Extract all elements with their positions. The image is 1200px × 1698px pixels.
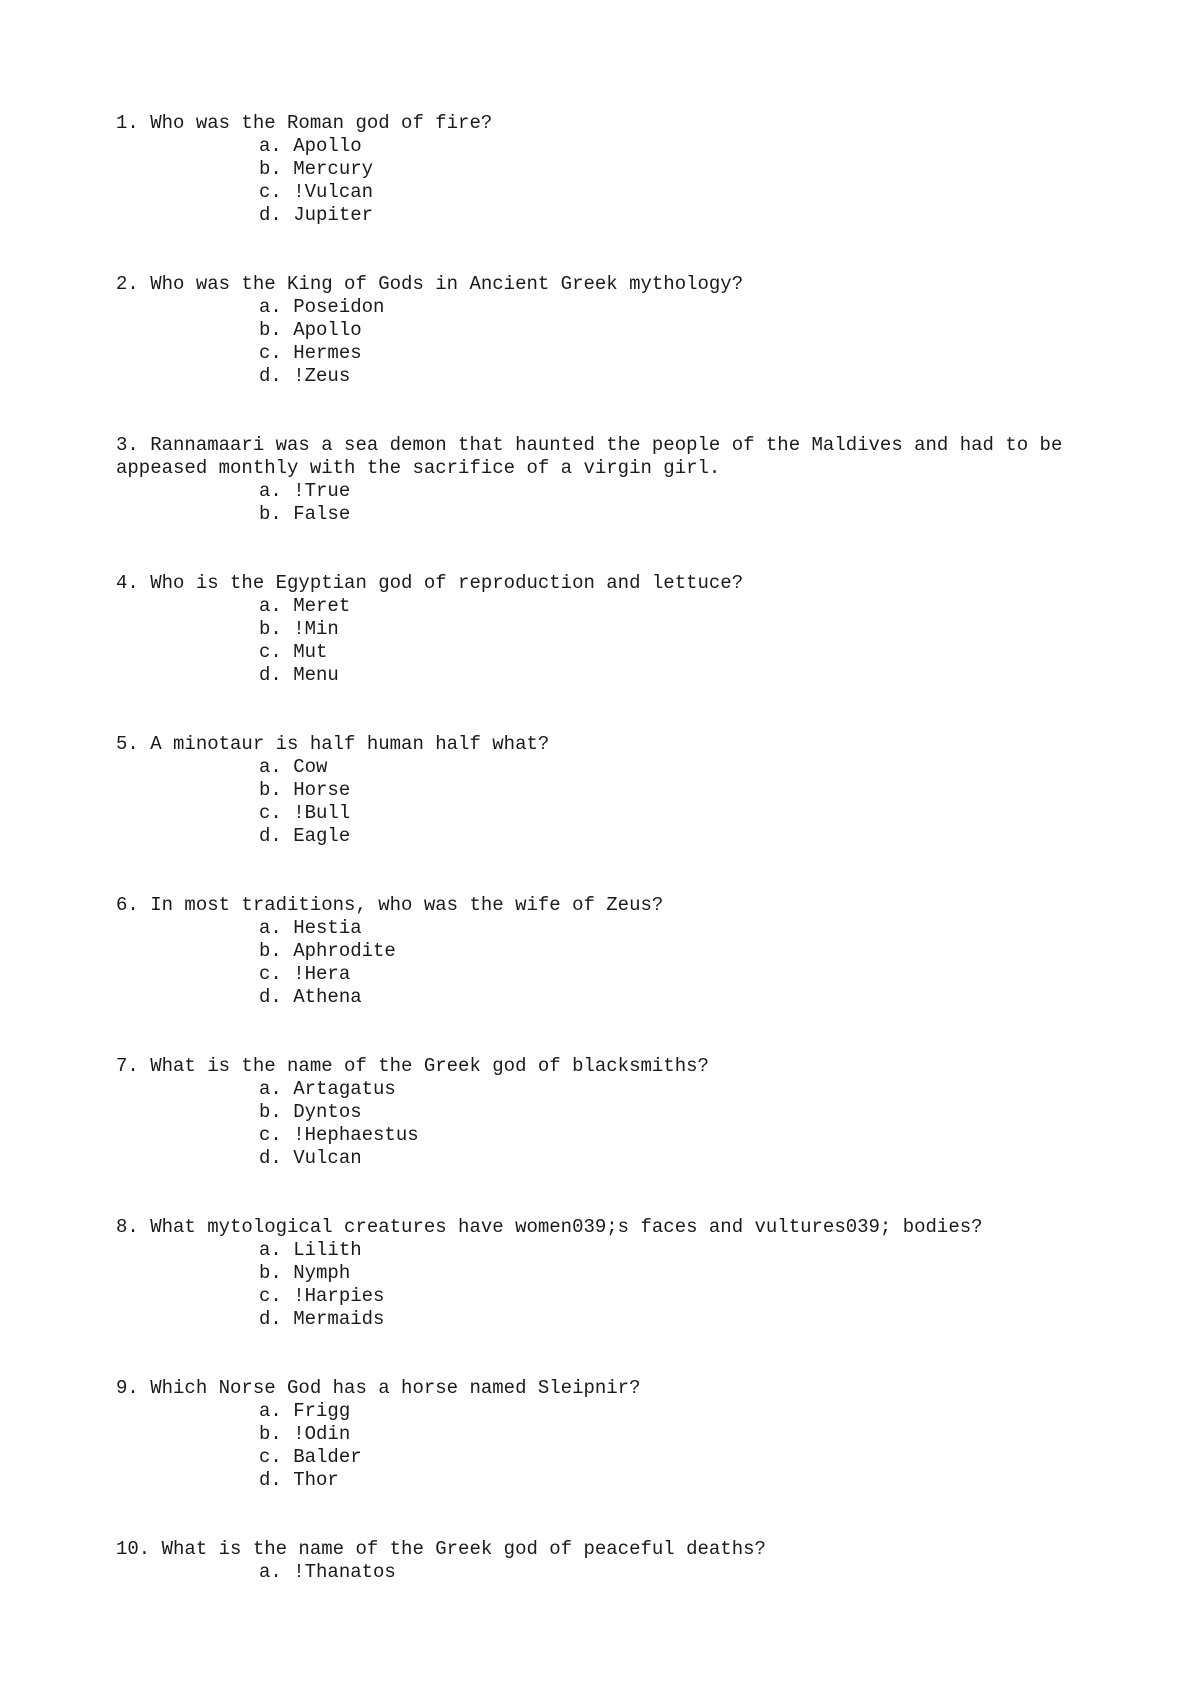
question-text: 4. Who is the Egyptian god of reproduction and lettuce?	[116, 572, 744, 594]
option-b: b. Dyntos	[259, 1101, 362, 1123]
question-6	[116, 894, 1116, 1009]
question-1	[116, 112, 1116, 227]
question-text: 8. What mytological creatures have women039;s faces and vultures039; bodies?	[116, 1216, 983, 1238]
option-a: a. Frigg	[259, 1400, 351, 1422]
question-9	[116, 1377, 1116, 1492]
question-text: 5. A minotaur is half human half what?	[116, 733, 550, 755]
option-list	[116, 595, 1116, 687]
question-text: 1. Who was the Roman god of fire?	[116, 112, 493, 134]
option-list	[116, 917, 1116, 1009]
option-d: d. Thor	[259, 1469, 339, 1491]
option-list	[116, 1561, 1116, 1584]
question-text: 6. In most traditions, who was the wife of Zeus?	[116, 894, 664, 916]
option-d: d. Menu	[259, 664, 339, 686]
question-2	[116, 273, 1116, 388]
question-8	[116, 1216, 1116, 1331]
option-a: a. Meret	[259, 595, 351, 617]
option-list	[116, 1239, 1116, 1331]
option-list	[116, 480, 1116, 526]
option-b: b. Apollo	[259, 319, 362, 341]
option-d: d. Athena	[259, 986, 362, 1008]
option-a: a. Apollo	[259, 135, 362, 157]
option-c: c. Balder	[259, 1446, 362, 1468]
question-4	[116, 572, 1116, 687]
option-list	[116, 296, 1116, 388]
option-a: a. !True	[259, 480, 351, 502]
question-10	[116, 1538, 1116, 1584]
question-text: 9. Which Norse God has a horse named Sleipnir?	[116, 1377, 641, 1399]
option-b: b. !Min	[259, 618, 339, 640]
option-list	[116, 756, 1116, 848]
option-c: c. !Vulcan	[259, 181, 374, 203]
option-b: b. Mercury	[259, 158, 374, 180]
option-c: c. Hermes	[259, 342, 362, 364]
option-a: a. Cow	[259, 756, 328, 778]
question-text: 7. What is the name of the Greek god of blacksmiths?	[116, 1055, 709, 1077]
option-a: a. Poseidon	[259, 296, 385, 318]
option-c: c. !Hera	[259, 963, 351, 985]
question-3	[116, 434, 1116, 526]
question-7	[116, 1055, 1116, 1170]
option-d: d. Jupiter	[259, 204, 374, 226]
option-a: a. Hestia	[259, 917, 362, 939]
question-5	[116, 733, 1116, 848]
option-list	[116, 1400, 1116, 1492]
option-d: d. !Zeus	[259, 365, 351, 387]
option-list	[116, 135, 1116, 227]
option-a: a. Artagatus	[259, 1078, 396, 1100]
question-list	[116, 112, 1116, 1630]
option-d: d. Mermaids	[259, 1308, 385, 1330]
option-b: b. Nymph	[259, 1262, 351, 1284]
question-text: 2. Who was the King of Gods in Ancient Greek mythology?	[116, 273, 744, 295]
option-b: b. Aphrodite	[259, 940, 396, 962]
option-c: c. !Hephaestus	[259, 1124, 419, 1146]
question-text: 3. Rannamaari was a sea demon that haunted the people of the Maldives and had to be appeased monthly with the sacrifice of a virgin girl.	[116, 434, 1074, 479]
option-list	[116, 1078, 1116, 1170]
option-a: a. !Thanatos	[259, 1561, 396, 1583]
option-b: b. !Odin	[259, 1423, 351, 1445]
option-a: a. Lilith	[259, 1239, 362, 1261]
option-b: b. Horse	[259, 779, 351, 801]
option-c: c. !Bull	[259, 802, 351, 824]
option-b: b. False	[259, 503, 351, 525]
option-c: c. !Harpies	[259, 1285, 385, 1307]
question-text: 10. What is the name of the Greek god of peaceful deaths?	[116, 1538, 766, 1560]
option-d: d. Eagle	[259, 825, 351, 847]
option-d: d. Vulcan	[259, 1147, 362, 1169]
option-c: c. Mut	[259, 641, 328, 663]
